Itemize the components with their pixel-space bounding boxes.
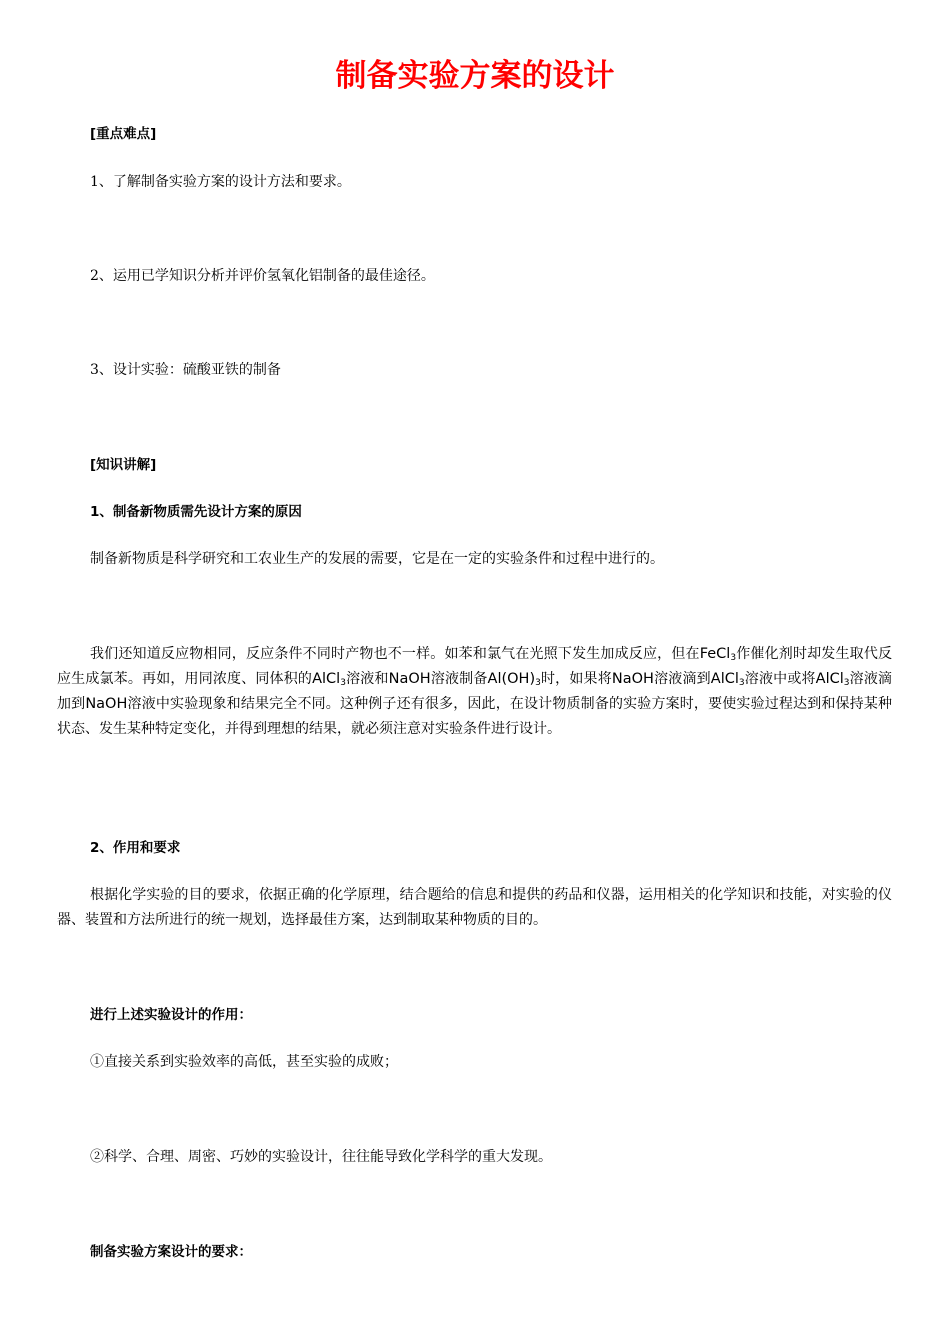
formula-subscript: 3 [738, 678, 745, 688]
formula-aloh3 [488, 671, 541, 687]
effect-item: ①直接关系到实验效率的高低，甚至实验的成败； [90, 1054, 398, 1070]
text-run: 溶液滴到 [653, 671, 711, 687]
text-run: 溶液制备 [430, 671, 488, 687]
text-run: 作催化剂时却发生取代反应生成氯苯。再如，用同浓度、同体积的 [57, 646, 893, 687]
key-point-item: 3、设计实验：硫酸亚铁的制备 [90, 362, 281, 378]
text-run: 我们还知道反应物相同，反应条件不同时产物也不一样。如苯和氯气在光照下发生加成反应，但在 [90, 646, 700, 662]
part1-paragraph-1: 制备新物质是科学研究和工农业生产的发展的需要，它是在一定的实验条件和过程中进行的。 [90, 551, 664, 567]
formula-alcl3 [711, 671, 745, 687]
page-title: 制备实验方案的设计 [335, 58, 615, 94]
formula-naoh: NaOH [388, 671, 431, 687]
formula-subscript: 3 [340, 678, 346, 688]
requirements-heading: 制备实验方案设计的要求： [90, 1244, 252, 1260]
formula-alcl3 [312, 671, 346, 687]
part2-paragraph: 根据化学实验的目的要求，依据正确的化学原理，结合题给的信息和提供的药品和仪器，运用相关的化学知识和技能，对实验的仪器、装置和方法所进行的统一规划，选择最佳方案，达到制取某种物质的目的。 [57, 887, 892, 928]
formula-text: AlCl [312, 671, 341, 687]
effects-heading: 进行上述实验设计的作用： [90, 1007, 252, 1023]
formula-text: FeCl [699, 646, 731, 662]
part1-heading: 1、制备新物质需先设计方案的原因 [90, 504, 302, 520]
formula-naoh: NaOH [611, 671, 654, 687]
formula-text: AlCl [815, 671, 844, 687]
formula-fecl3 [700, 646, 736, 662]
formula-subscript: 3 [535, 678, 541, 688]
formula-alcl3 [816, 671, 850, 687]
text-run: 溶液滴加到 [57, 671, 893, 712]
text-run: 时，如果将 [540, 671, 612, 687]
formula-subscript: 3 [843, 678, 850, 688]
formula-text: AlCl [710, 671, 739, 687]
part1-paragraph-2 [57, 642, 892, 742]
text-run: 溶液中或将 [744, 671, 816, 687]
formula-subscript: 3 [730, 653, 737, 663]
formula-naoh: NaOH [85, 696, 128, 712]
key-point-item: 2、运用已学知识分析并评价氢氧化铝制备的最佳途径。 [90, 268, 435, 284]
text-run: 溶液和 [345, 671, 389, 687]
effect-item: ②科学、合理、周密、巧妙的实验设计，往往能导致化学科学的重大发现。 [90, 1149, 552, 1165]
formula-text: Al(OH) [487, 671, 536, 687]
part2-heading: 2、作用和要求 [90, 840, 181, 856]
key-point-item: 1、了解制备实验方案的设计方法和要求。 [90, 174, 351, 190]
text-run: 溶液中实验现象和结果完全不同。这种例子还有很多，因此，在设计物质制备的实验方案时，要使实验过程达到和保持某种状态、发生某种特定变化，并得到理想的结果，就必须注意对实验条件进行设计。 [57, 696, 893, 737]
key-points-heading: [重点难点] [90, 126, 157, 142]
knowledge-heading: [知识讲解] [90, 457, 157, 473]
